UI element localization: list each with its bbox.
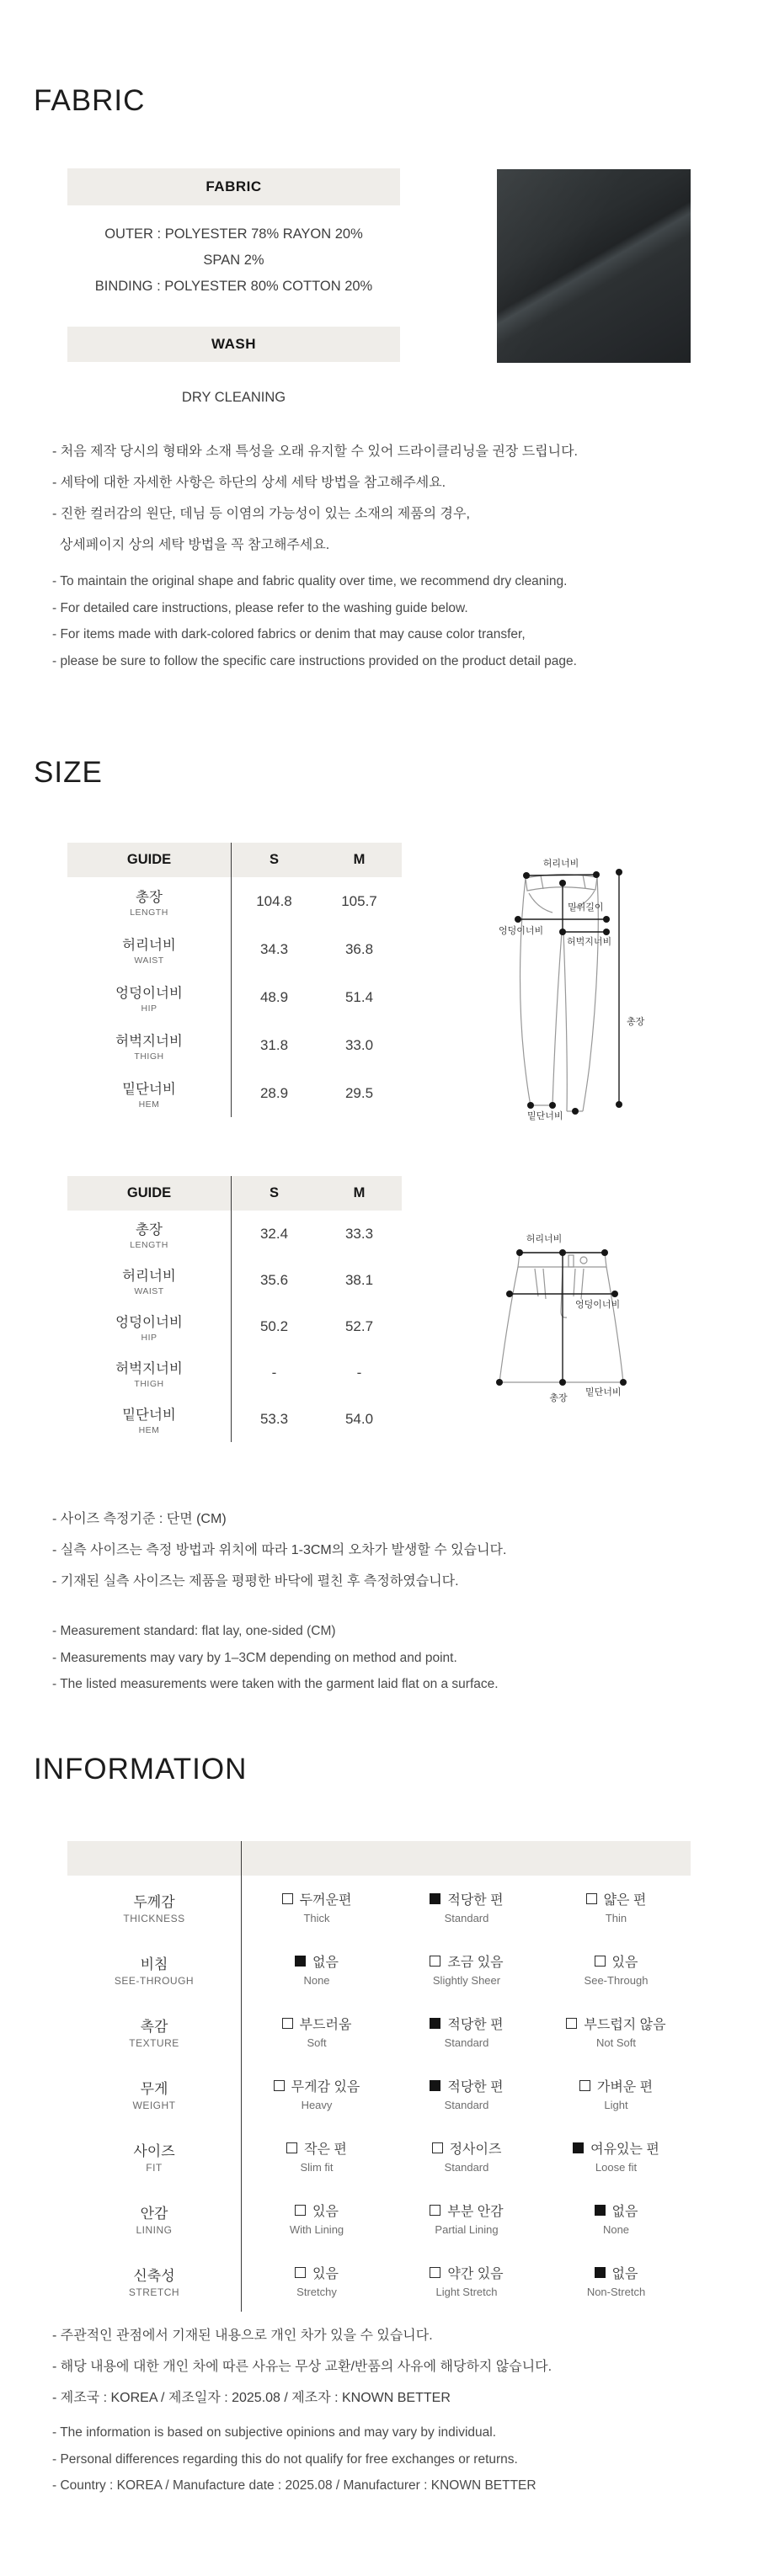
checkbox-icon: [430, 2205, 440, 2216]
header-m: M: [353, 1185, 366, 1200]
pants-hip-label: 엉덩이너비: [499, 926, 544, 936]
pants-measurement-diagram: [480, 854, 716, 1124]
checkbox-icon: [430, 2080, 440, 2091]
table-row: [67, 2125, 691, 2187]
option-label-en: Loose fit: [595, 2161, 638, 2174]
table-row: [67, 1069, 402, 1117]
option-label-ko: 적당한 편: [447, 1893, 504, 1908]
attribute-label-ko: 사이즈: [133, 2142, 175, 2159]
information-notes-korean: [52, 2320, 552, 2414]
note-line: - 실측 사이즈는 측정 방법과 위치에 따라 1-3CM의 오차가 발생할 수 있습니다.: [52, 1543, 507, 1557]
option-3: [542, 2187, 691, 2249]
checkbox-icon: [595, 1956, 606, 1967]
value-s: 48.9: [259, 988, 289, 1005]
note-line: 상세페이지 상의 세탁 방법을 꼭 참고해주세요.: [52, 538, 330, 552]
header-spacer: [242, 1841, 691, 1876]
checkbox-icon: [573, 2142, 584, 2153]
note-line: - Measurements may vary by 1–3CM depending on method and point.: [52, 1650, 457, 1665]
option-label-en: Stretchy: [296, 2286, 337, 2298]
option-label-ko: 있음: [611, 1956, 638, 1970]
attribute-label: [67, 1938, 242, 2000]
attribute-label-ko: 안감: [140, 2205, 168, 2222]
measure-label: [67, 1396, 232, 1442]
header-s: S: [269, 1185, 279, 1200]
value-m: 51.4: [344, 988, 374, 1005]
option-2: [392, 2062, 542, 2125]
measure-label-en: HEM: [138, 1424, 160, 1435]
option-2: [392, 1938, 542, 2000]
note-line: - 처음 제작 당시의 형태와 소재 특성을 오래 유지할 수 있어 드라이클리닝을 권장 드립니다.: [52, 444, 578, 459]
header-guide: GUIDE: [67, 843, 232, 877]
measure-label: [67, 1303, 232, 1349]
attribute-label: [67, 2062, 242, 2125]
attribute-label-en: THICKNESS: [123, 1912, 185, 1924]
option-label-ko: 여유있는 편: [590, 2142, 659, 2157]
checkbox-icon: [430, 2267, 440, 2278]
value-m: 29.5: [344, 1084, 374, 1101]
pants-waist-label: 허리너비: [542, 859, 579, 869]
pants-thigh-label: 허벅지너비: [567, 937, 612, 947]
option-label-en: Not Soft: [596, 2036, 636, 2049]
table-row: [67, 1876, 691, 1938]
wash-value: DRY CLEANING: [181, 390, 286, 405]
attribute-label: [67, 1876, 242, 1938]
attribute-label-ko: 비침: [140, 1956, 168, 1972]
pants-hem-label: 밑단너비: [527, 1111, 563, 1121]
value-s: 31.8: [259, 1036, 289, 1053]
option-3: [542, 2249, 691, 2312]
attribute-label-en: STRETCH: [128, 2286, 180, 2298]
pants-length-label: 총장: [627, 1017, 645, 1027]
size-table-header: [67, 843, 402, 877]
option-3: [542, 1938, 691, 2000]
checkbox-icon: [595, 2267, 606, 2278]
measure-label: [67, 1069, 232, 1117]
option-label-ko: 정사이즈: [449, 2142, 502, 2157]
information-section-heading: INFORMATION: [34, 1753, 248, 1786]
measure-label-en: WAIST: [134, 1285, 164, 1296]
table-row: [67, 2062, 691, 2125]
option-label-en: Light: [604, 2099, 628, 2111]
attribute-label-en: LINING: [136, 2223, 173, 2236]
table-row: [67, 1938, 691, 2000]
measure-label: [67, 973, 232, 1021]
checkbox-icon: [282, 1893, 293, 1904]
measure-label-en: HIP: [141, 1332, 157, 1343]
skirt-length-label: 총장: [549, 1393, 568, 1403]
attribute-label: [67, 2000, 242, 2062]
value-s: 35.6: [259, 1271, 289, 1288]
table-row: [67, 973, 402, 1021]
fabric-section-heading: FABRIC: [34, 84, 146, 117]
note-line: - Measurement standard: flat lay, one-sided (CM): [52, 1624, 336, 1638]
fabric-notes-english: [52, 568, 577, 674]
value-s: 34.3: [259, 940, 289, 957]
option-label-ko: 가벼운 편: [596, 2080, 654, 2094]
value-s: 104.8: [256, 892, 292, 909]
measure-label-ko: 밑단너비: [122, 1407, 176, 1423]
option-label-ko: 약간 있음: [447, 2267, 504, 2281]
attribute-label-ko: 신축성: [133, 2267, 175, 2284]
table-row: [67, 2187, 691, 2249]
measure-label-en: HIP: [141, 1003, 157, 1014]
value-m: 36.8: [344, 940, 374, 957]
option-label-en: Standard: [444, 2161, 489, 2174]
attribute-label-ko: 촉감: [140, 2018, 168, 2035]
checkbox-icon: [295, 2267, 306, 2278]
attribute-label: [67, 2249, 242, 2312]
option-label-en: None: [303, 1974, 330, 1987]
option-label-en: None: [602, 2223, 630, 2236]
table-row: [67, 2249, 691, 2312]
measure-label: [67, 1021, 232, 1069]
measure-label: [67, 877, 232, 925]
option-3: [542, 2125, 691, 2187]
note-line: - Personal differences regarding this do not qualify for free exchanges or returns.: [52, 2451, 518, 2467]
value-m: 38.1: [344, 1271, 374, 1288]
option-label-ko: 작은 편: [304, 2142, 347, 2157]
option-label-ko: 조금 있음: [447, 1956, 504, 1970]
note-line: - To maintain the original shape and fabric quality over time, we recommend dry cleaning.: [52, 574, 568, 588]
attribute-label-en: WEIGHT: [132, 2099, 176, 2111]
measure-label-ko: 총장: [136, 1221, 163, 1237]
measure-label-ko: 허리너비: [122, 937, 176, 953]
wash-bar: WASH: [67, 327, 400, 362]
measure-label: [67, 925, 232, 973]
measure-label-en: WAIST: [134, 955, 164, 966]
skirt-measurement-diagram: [484, 1225, 670, 1418]
note-line: - 해당 내용에 대한 개인 차에 따른 사유는 무상 교환/반품의 사유에 해당하지 않습니다.: [52, 2360, 552, 2374]
option-2: [392, 2187, 542, 2249]
option-label-en: Slightly Sheer: [432, 1974, 501, 1987]
information-notes-english: [52, 2419, 536, 2499]
table-row: [67, 1211, 402, 1257]
option-2: [392, 2249, 542, 2312]
option-1: [242, 2062, 392, 2125]
value-m: 52.7: [344, 1317, 374, 1334]
option-label-en: Thick: [303, 1912, 330, 1924]
option-3: [542, 2000, 691, 2062]
skirt-hip-label: 엉덩이너비: [575, 1300, 621, 1310]
checkbox-icon: [595, 2205, 606, 2216]
option-label-en: Non-Stretch: [586, 2286, 646, 2298]
note-line: - For detailed care instructions, please refer to the washing guide below.: [52, 600, 468, 615]
table-row: [67, 877, 402, 925]
note-line: - 제조국 : KOREA / 제조일자 : 2025.08 / 제조자 : KNOWN BETTER: [52, 2391, 451, 2405]
note-line: - 주관적인 관점에서 기재된 내용으로 개인 차가 있을 수 있습니다.: [52, 2329, 433, 2343]
checkbox-icon: [274, 2080, 285, 2091]
measure-label: [67, 1257, 232, 1303]
table-row: [67, 1021, 402, 1069]
measure-label-en: THIGH: [134, 1051, 164, 1062]
checkbox-icon: [295, 1956, 306, 1967]
size-table-pants: [67, 843, 402, 1117]
measure-label: [67, 1211, 232, 1257]
measure-label-ko: 엉덩이너비: [115, 985, 183, 1001]
note-line: - 사이즈 측정기준 : 단면 (CM): [52, 1512, 227, 1526]
measure-label: [67, 1349, 232, 1396]
option-3: [542, 1876, 691, 1938]
measure-label-ko: 총장: [136, 889, 163, 905]
value-m: 54.0: [344, 1410, 374, 1427]
size-table-skirt: [67, 1176, 402, 1442]
option-label-en: Heavy: [301, 2099, 333, 2111]
table-row: [67, 1396, 402, 1442]
measure-label-ko: 허벅지너비: [115, 1360, 183, 1376]
checkbox-icon: [566, 2018, 577, 2029]
option-1: [242, 2125, 392, 2187]
header-spacer: [67, 1841, 242, 1876]
attribute-label-en: FIT: [146, 2161, 163, 2174]
option-label-ko: 없음: [611, 2205, 638, 2219]
value-s: -: [271, 1364, 277, 1381]
option-1: [242, 1938, 392, 2000]
size-notes-english: [52, 1618, 499, 1698]
option-label-en: Standard: [444, 2099, 489, 2111]
checkbox-icon: [430, 1956, 440, 1967]
measure-label-en: LENGTH: [130, 907, 168, 918]
option-label-ko: 부드럽지 않음: [584, 2018, 666, 2032]
pants-rise-label: 밑위길이: [568, 902, 604, 913]
option-label-en: Partial Lining: [435, 2223, 499, 2236]
measure-label-ko: 밑단너비: [122, 1081, 176, 1097]
checkbox-icon: [432, 2142, 443, 2153]
note-line: - The information is based on subjective opinions and may vary by individual.: [52, 2425, 496, 2440]
header-guide: GUIDE: [67, 1176, 232, 1211]
value-m: 105.7: [341, 892, 377, 909]
note-line: - please be sure to follow the specific care instructions provided on the product detail page.: [52, 653, 577, 668]
fabric-composition-line: BINDING : POLYESTER 80% COTTON 20%: [94, 279, 373, 294]
table-row: [67, 925, 402, 973]
note-line: - 세탁에 대한 자세한 사항은 하단의 상세 세탁 방법을 참고해주세요.: [52, 476, 446, 490]
value-s: 32.4: [259, 1225, 289, 1242]
option-1: [242, 1876, 392, 1938]
measure-label-en: HEM: [138, 1099, 160, 1110]
size-table-header: [67, 1176, 402, 1211]
attribute-label: [67, 2187, 242, 2249]
option-label-ko: 부드러움: [299, 2018, 352, 2032]
option-label-ko: 얇은 편: [603, 1893, 647, 1908]
option-2: [392, 1876, 542, 1938]
attribute-label-en: SEE-THROUGH: [114, 1974, 195, 1987]
size-table-body: [67, 877, 402, 1117]
option-2: [392, 2000, 542, 2062]
fabric-bar: FABRIC: [67, 168, 400, 205]
checkbox-icon: [430, 2018, 440, 2029]
option-label-ko: 없음: [312, 1956, 339, 1970]
option-label-ko: 있음: [312, 2205, 339, 2219]
fabric-composition-line: SPAN 2%: [203, 253, 264, 268]
option-label-en: Light Stretch: [435, 2286, 498, 2298]
value-s: 28.9: [259, 1084, 289, 1101]
value-m: 33.3: [344, 1225, 374, 1242]
table-row: [67, 2000, 691, 2062]
attribute-label-ko: 두께감: [133, 1893, 175, 1910]
measure-label-ko: 허벅지너비: [115, 1033, 183, 1049]
option-label-ko: 두꺼운편: [299, 1893, 352, 1908]
value-m: -: [356, 1364, 362, 1381]
note-line: - The listed measurements were taken with the garment laid flat on a surface.: [52, 1677, 499, 1691]
note-line: - 진한 컬러감의 원단, 데님 등 이염의 가능성이 있는 소재의 제품의 경우,: [52, 507, 470, 521]
value-m: 33.0: [344, 1036, 374, 1053]
attribute-label: [67, 2125, 242, 2187]
information-table-header: [67, 1841, 691, 1876]
table-row: [67, 1303, 402, 1349]
option-label-en: Soft: [307, 2036, 327, 2049]
attribute-label-en: TEXTURE: [129, 2036, 179, 2049]
option-3: [542, 2062, 691, 2125]
measure-label-en: THIGH: [134, 1378, 164, 1389]
option-1: [242, 2249, 392, 2312]
fabric-swatch-image: [497, 169, 691, 363]
header-s: S: [269, 852, 279, 867]
size-table-body: [67, 1211, 402, 1442]
table-row: [67, 1257, 402, 1303]
table-row: [67, 1349, 402, 1396]
measure-label-ko: 허리너비: [122, 1268, 176, 1284]
option-label-en: Thin: [605, 1912, 627, 1924]
option-label-ko: 부분 안감: [447, 2205, 504, 2219]
note-line: - 기재된 실측 사이즈는 제품을 평평한 바닥에 펼친 후 측정하였습니다.: [52, 1574, 459, 1589]
option-label-ko: 적당한 편: [447, 2080, 504, 2094]
information-table: [67, 1841, 691, 2312]
option-label-ko: 있음: [312, 2267, 339, 2281]
option-1: [242, 2000, 392, 2062]
note-line: - Country : KOREA / Manufacture date : 2025.08 / Manufacturer : KNOWN BETTER: [52, 2478, 536, 2493]
checkbox-icon: [579, 2080, 590, 2091]
value-s: 53.3: [259, 1410, 289, 1427]
measure-label-ko: 엉덩이너비: [115, 1314, 183, 1330]
option-label-en: See-Through: [584, 1974, 649, 1987]
attribute-label-ko: 무게: [140, 2080, 168, 2097]
value-s: 50.2: [259, 1317, 289, 1334]
checkbox-icon: [430, 1893, 440, 1904]
checkbox-icon: [286, 2142, 297, 2153]
option-1: [242, 2187, 392, 2249]
information-table-body: [67, 1876, 691, 2312]
option-label-en: With Lining: [289, 2223, 344, 2236]
option-label-ko: 없음: [611, 2267, 638, 2281]
fabric-composition: [67, 221, 400, 300]
checkbox-icon: [282, 2018, 293, 2029]
size-section-heading: SIZE: [34, 756, 103, 789]
size-notes-korean: [52, 1504, 506, 1597]
fabric-composition-line: OUTER : POLYESTER 78% RAYON 20%: [104, 226, 363, 242]
option-label-en: Standard: [444, 1912, 489, 1924]
skirt-waist-label: 허리너비: [526, 1234, 563, 1244]
option-label-en: Slim fit: [300, 2161, 334, 2174]
note-line: - For items made with dark-colored fabrics or denim that may cause color transfer,: [52, 627, 526, 641]
option-label-ko: 무게감 있음: [291, 2080, 360, 2094]
measure-label-en: LENGTH: [130, 1239, 168, 1250]
option-2: [392, 2125, 542, 2187]
checkbox-icon: [295, 2205, 306, 2216]
option-label-en: Standard: [444, 2036, 489, 2049]
checkbox-icon: [586, 1893, 597, 1904]
option-label-ko: 적당한 편: [447, 2018, 504, 2032]
header-m: M: [353, 852, 366, 867]
skirt-hem-label: 밑단너비: [585, 1387, 622, 1397]
fabric-notes-korean: [52, 436, 578, 561]
